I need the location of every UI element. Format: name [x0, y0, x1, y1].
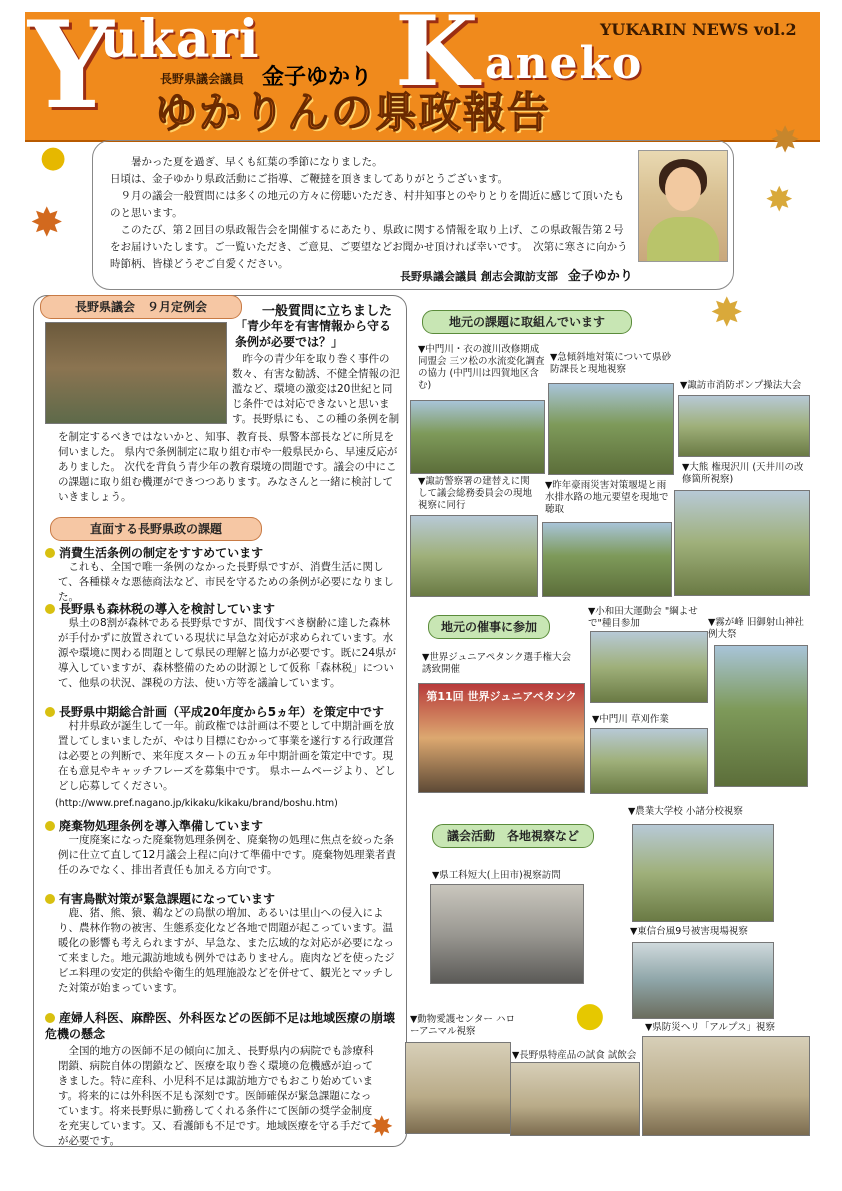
topic-title: 産婦人科医、麻酔医、外科医などの医師不足は地域医療の崩壊危機の懸念: [45, 1011, 396, 1041]
bullet-icon: [45, 821, 55, 831]
photo-sports: [590, 631, 708, 703]
topic-body: 一度廃案になった廃棄物処理条例を、廃棄物の処理に焦点を絞った条例に仕立て直して12月議会上程に向けて準備中です。廃棄物処理業者責任のみでなく、排出者責任も加える方向です。: [58, 834, 397, 876]
masthead-k-letter: K: [395, 0, 479, 108]
signature-name: 金子ゆかり: [567, 269, 633, 284]
intro-paragraph: 暑かった夏を過ぎ、早くも紅葉の季節になりました。: [131, 156, 383, 168]
photo-product: [510, 1062, 640, 1136]
photo-rain: [542, 522, 672, 597]
bullet-icon: [45, 1013, 55, 1023]
maple-leaf-icon: ✸: [710, 290, 744, 336]
photo-caption: ▼諏訪警察署の建替えに関して議会総務委員会の現地視察に同行: [418, 476, 533, 511]
photo-animal: [405, 1042, 511, 1134]
photo-caption: ▼中門川・衣の渡川改修期成同盟会 三ツ松の水流変化調査の協力 (中門川は四賀地区含む): [418, 344, 545, 391]
topic-body: これも、全国で唯一条例のなかった長野県ですが、消費生活に関して、各種様々な悪徳商法など、市民を守るための条例が必要になりました。: [58, 561, 394, 603]
question-body: 昨今の青少年を取り巻く事件の数々、有害な勧誘、不健全情報の氾濫など、環境の激変は20世紀と同じ条件では対応できないと思います。長野県にも、この種の条例を制: [232, 353, 400, 425]
section-label-council: 議会活動 各地視察など: [432, 824, 594, 848]
member-name: 金子ゆかり: [262, 65, 373, 90]
photo-caption: ▼中門川 草刈作業: [592, 714, 669, 725]
masthead-y-letter: Y: [28, 0, 114, 136]
photo-junior: [418, 683, 585, 793]
photo-caption: ▼世界ジュニアペタンク選手権大会 誘致開催: [422, 652, 572, 675]
photo-tech: [430, 884, 584, 984]
photo-caption: ▼県防災ヘリ「アルプス」視察: [645, 1022, 776, 1033]
photo-police: [410, 515, 538, 597]
yuzu-icon: ●: [40, 140, 67, 175]
bullet-icon: [45, 894, 55, 904]
bullet-icon: [45, 604, 55, 614]
member-title: 長野県議会議員: [160, 72, 245, 86]
topic-title: 長野県も森林税の導入を検討しています: [45, 600, 275, 617]
bullet-icon: [45, 548, 55, 558]
question-subtitle: 「青少年を有害情報から守る条例が必要では？」: [235, 319, 392, 349]
yuzu-icon: ●: [575, 995, 605, 1035]
topic-title: 消費生活条例の制定をすすめています: [45, 544, 263, 561]
photo-heli: [642, 1036, 810, 1136]
topic-title: 長野県中期総合計画（平成20年度から5ヵ年）を策定中です: [45, 703, 384, 720]
question-body-side: [232, 352, 400, 428]
signature-affiliation: 長野県議会議員 創志会諏訪支部: [400, 270, 558, 283]
bullet-icon: [45, 707, 55, 717]
maple-leaf-icon: ✸: [30, 200, 64, 246]
photo-caption: ▼長野県特産品の試食 試飲会: [512, 1050, 637, 1061]
maple-leaf-icon: ✸: [370, 1110, 394, 1143]
news-volume-label: YUKARIN NEWS vol.2: [600, 20, 797, 39]
section-label-assembly: 長野県議会 ９月定例会: [40, 295, 242, 319]
topic-body: 村井県政が誕生して一年。前政権では計画は不要として中期計画を放置してしまいましたが、やはり目標にむかって事業を遂行する行政運営は必要との判断で、来年度スタートの五ヵ年中期計画を策定中です。現在も意見やキャッチフレーズを募集中です。 県ホームページより、どしどし応募してください。: [58, 720, 396, 792]
topic-title: 廃棄物処理条例を導入準備しています: [45, 817, 263, 834]
section-label-events: 地元の催事に参加: [428, 615, 550, 639]
photo-caption: ▼大熊 権現沢川 (天井川の改修箇所視察): [682, 462, 804, 485]
report-title: ゆかりんの県政報告: [155, 88, 552, 137]
photo-caption: ▼急傾斜地対策について県砂防課長と現地視察: [550, 352, 672, 375]
photo-agri: [632, 824, 774, 922]
intro-paragraph: 日頃は、金子ゆかり県政活動にご指導、ご鞭撻を頂きましてありがとうございます。: [110, 173, 509, 185]
signature: [400, 265, 633, 284]
photo-slope: [548, 383, 674, 475]
masthead-yukari: ukari: [100, 9, 260, 70]
masthead-aneko: aneko: [485, 38, 644, 89]
photo-mowing: [590, 728, 708, 794]
section-label-local: 地元の課題に取組んでいます: [422, 310, 632, 334]
photo-pump: [678, 395, 810, 457]
maple-leaf-icon: ✸: [765, 180, 794, 220]
photo-kirigamine: [714, 645, 808, 787]
photo-caption: ▼動物愛護センター ハローアニマル視察: [410, 1014, 515, 1037]
section-label-issues: 直面する長野県政の課題: [50, 517, 262, 541]
photo-caption: ▼農業大学校 小諸分校視察: [628, 806, 743, 817]
intro-paragraph: ９月の議会一般質問には多くの地元の方々に傍聴いただき、村井知事とのやりとりを間近に感じて頂いたものと思います。: [110, 190, 625, 219]
assembly-photo: [45, 322, 227, 424]
portrait-photo: [638, 150, 728, 262]
photo-caption: ▼東信台風9号被害現場視察: [630, 926, 748, 937]
question-title: 一般質問に立ちました: [262, 304, 393, 319]
topic-body: 鹿、猪、熊、猿、鵜などの鳥獣の増加、あるいは里山への侵入により、農林作物の被害、生態系変化など各地で問題が起こっています。温暖化の影響も考えられますが、早急な、また広域的な対応が必要になって来ました。地元諏訪地域も例外ではありません。鹿肉などを使ったジビエ料理の安定的供給や衛生的処理施設などを併せて、観光とマッチした対策が始まっています。: [58, 907, 395, 994]
photo-caption: ▼霧が峰 旧御射山神社例大祭: [708, 617, 804, 640]
photo-caption: ▼県工科短大(上田市)視察訪問: [432, 870, 561, 881]
maple-leaf-icon: ✸: [770, 120, 801, 161]
photo-river: [674, 490, 810, 596]
photo-caption: ▼昨年豪雨災害対策堰堤と雨水排水路の地元要望を現地で聴取: [545, 480, 669, 515]
intro-text: [110, 154, 630, 273]
topic-title: 有害鳥獣対策が緊急課題になっています: [45, 890, 275, 907]
photo-caption: ▼小和田大運動会 "綱よせで"種目参加: [588, 606, 698, 629]
event-banner: 第11回 世界ジュニアペタンク: [426, 690, 577, 703]
question-body-bottom: を制定するべきではないかと、知事、教育長、県警本部長などに所見を伺いました。 県内で条例制定に取り組む市や一般県民から、早速反応がありました。 次代を背負う青少年の教育環境の問題です。議会の中にこの課題に取り組む機運ができつつあります。みなさんと一緒に検討していきましょう。: [58, 431, 398, 503]
photo-caption: ▼諏訪市消防ポンプ操法大会: [680, 380, 802, 391]
photo-typhoon: [632, 942, 774, 1019]
topic-body: 県土の8割が森林である長野県ですが、間伐すべき樹齢に達した森林が手付かずに放置されている現状に早急な対応が求められています。水源や環境に関わる問題として県民の理解と協力が必要です。既に24県が導入していますが、森林整備のための財源として仮称「森林税」について、他県の状況、課税の方法、使い方等を議論しています。: [58, 617, 397, 689]
topic-url: (http://www.pref.nagano.jp/kikaku/kikaku/brand/boshu.htm): [55, 798, 338, 809]
photo-nakamon: [410, 400, 545, 474]
intro-paragraph: このたび、第２回目の県政報告会を開催するにあたり、県政に関する情報を取り上げ、この県政報告第２号をお届けいたします。ご一覧いただき、ご意見、ご要望などお聞かせ頂ければ幸いです。 次第に寒さに向かう時節柄、皆様どうぞご自愛ください。: [110, 224, 628, 270]
topic-body: 全国的地方の医師不足の傾向に加え、長野県内の病院でも診療科閉鎖、病院自体の閉鎖など、医療を取り巻く環境の危機感が迫ってきました。特に産科、小児科不足は諏訪地方でもおこり始めています。将来的には外科医不足も深刻です。医師確保が緊急課題になっています。将来長野県に勤務してくれる条件にて医師の奨学金制度を充実しています。又、看護師も不足です。地域医療を守る手だてが必要です。: [58, 1045, 374, 1147]
